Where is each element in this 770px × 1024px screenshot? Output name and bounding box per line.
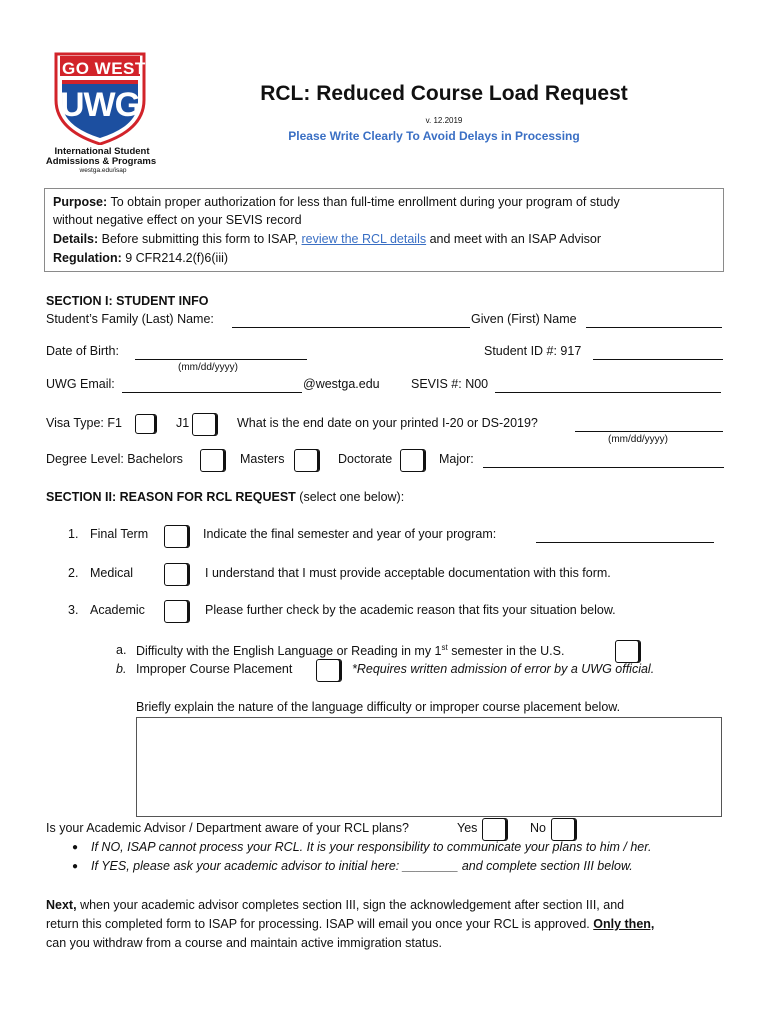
degree-masters-checkbox[interactable] xyxy=(294,449,320,472)
next-line-2 xyxy=(46,917,654,931)
option-2-num: 2. xyxy=(68,566,79,580)
student-id-field[interactable] xyxy=(593,345,723,360)
degree-masters-label: Masters xyxy=(240,452,285,466)
next-line-1-rest: when your academic advisor completes section III, sign the acknowledgement after section III, and xyxy=(80,898,625,912)
logo-line-1: International Student xyxy=(54,146,150,157)
visa-f1-checkbox[interactable] xyxy=(135,414,157,434)
major-label: Major: xyxy=(439,452,474,466)
sub-b-letter: b. xyxy=(116,662,127,676)
bullet-dot: ● xyxy=(72,861,79,872)
option-1-desc: Indicate the final semester and year of your program: xyxy=(203,527,497,541)
given-name-label: Given (First) Name xyxy=(471,312,577,326)
dob-field[interactable] xyxy=(135,345,307,360)
rcl-details-link[interactable]: review the RCL details xyxy=(301,232,427,246)
details-text-before: Before submitting this form to ISAP, xyxy=(101,232,299,246)
major-field[interactable] xyxy=(483,453,724,468)
end-date-hint: (mm/dd/yyyy) xyxy=(608,434,668,445)
degree-doctorate-checkbox[interactable] xyxy=(400,449,426,472)
sevis-field[interactable] xyxy=(495,378,721,393)
next-line-2-text: return this completed form to ISAP for processing. ISAP will email you once your RCL is approved. xyxy=(46,917,590,931)
student-id-label: Student ID #: 917 xyxy=(484,344,582,358)
option-1-num: 1. xyxy=(68,527,79,541)
only-then: Only then, xyxy=(593,917,655,931)
section-2-heading xyxy=(46,490,404,504)
advisor-no-checkbox[interactable] xyxy=(551,818,577,841)
end-date-field[interactable] xyxy=(575,417,723,432)
details-text-after: and meet with an ISAP Advisor xyxy=(429,232,601,246)
advisor-no-label: No xyxy=(530,821,546,835)
option-2-desc: I understand that I must provide acceptable documentation with this form. xyxy=(205,566,611,580)
email-label: UWG Email: xyxy=(46,377,115,391)
version-label: v. 12.2019 xyxy=(425,116,463,125)
section-1-heading: SECTION I: STUDENT INFO xyxy=(46,294,209,308)
academic-checkbox[interactable] xyxy=(164,600,190,623)
medical-checkbox[interactable] xyxy=(164,563,190,586)
sub-a-line xyxy=(136,643,564,658)
sub-a-letter: a. xyxy=(116,643,127,657)
language-difficulty-checkbox[interactable] xyxy=(615,640,641,663)
given-name-field[interactable] xyxy=(586,313,722,328)
dob-label: Date of Birth: xyxy=(46,344,119,358)
details-label: Details: xyxy=(53,232,99,246)
option-3-desc: Please further check by the academic reason that fits your situation below. xyxy=(205,603,616,617)
purpose-line-1 xyxy=(53,195,620,209)
regulation-line xyxy=(53,251,228,265)
email-field[interactable] xyxy=(122,378,302,393)
bullet-yes-text: If YES, please ask your academic advisor to initial here: ________ and complete section III below. xyxy=(91,859,633,873)
sub-b-note: *Requires written admission of error by a UWG official. xyxy=(352,662,655,676)
email-suffix: @westga.edu xyxy=(303,377,380,391)
sub-a-sup: st xyxy=(441,643,448,652)
bullet-dot: ● xyxy=(72,842,79,853)
section-2-heading-bold: SECTION II: REASON FOR RCL REQUEST xyxy=(46,490,296,504)
option-2-label: Medical xyxy=(90,566,134,580)
sub-a-text-2: semester in the U.S. xyxy=(451,644,565,659)
family-name-label: Student’s Family (Last) Name: xyxy=(46,312,214,326)
regulation-label: Regulation: xyxy=(53,251,122,265)
subtitle: Please Write Clearly To Avoid Delays in Processing xyxy=(288,129,580,143)
final-semester-field[interactable] xyxy=(536,528,714,543)
sub-b-text: Improper Course Placement xyxy=(136,662,293,676)
degree-label: Degree Level: Bachelors xyxy=(46,452,183,466)
advisor-question: Is your Academic Advisor / Department aware of your RCL plans? xyxy=(46,821,409,835)
next-bold: Next, xyxy=(46,898,77,912)
logo-uwg: UWG xyxy=(59,86,141,124)
degree-bachelors-checkbox[interactable] xyxy=(200,449,226,472)
explanation-textbox[interactable] xyxy=(136,717,722,817)
improper-placement-checkbox[interactable] xyxy=(316,659,342,682)
purpose-label: Purpose: xyxy=(53,195,108,209)
dob-hint: (mm/dd/yyyy) xyxy=(178,362,238,373)
visa-label: Visa Type: F1 xyxy=(46,416,122,430)
logo-line-2: Admissions & Programs xyxy=(45,156,157,167)
purpose-text-2: without negative effect on your SEVIS record xyxy=(53,213,302,227)
explain-label: Briefly explain the nature of the language difficulty or improper course placement below. xyxy=(136,700,621,714)
final-term-checkbox[interactable] xyxy=(164,525,190,548)
visa-j1-label: J1 xyxy=(176,416,190,430)
advisor-yes-label: Yes xyxy=(457,821,478,835)
page-title: RCL: Reduced Course Load Request xyxy=(260,82,628,105)
logo-line-3: westga.edu/isap xyxy=(79,167,127,174)
advisor-yes-checkbox[interactable] xyxy=(482,818,508,841)
next-line-3: can you withdraw from a course and maintain active immigration status. xyxy=(46,936,443,950)
degree-doctorate-label: Doctorate xyxy=(338,452,393,466)
end-date-question: What is the end date on your printed I-20 or DS-2019? xyxy=(237,416,538,430)
option-3-num: 3. xyxy=(68,603,79,617)
visa-j1-checkbox[interactable] xyxy=(192,413,218,436)
section-2-heading-rest: (select one below): xyxy=(299,490,405,504)
logo-go-west: GO WEST xyxy=(62,59,146,78)
regulation-text: 9 CFR214.2(f)6(iii) xyxy=(125,251,229,265)
details-line xyxy=(53,232,601,246)
next-line-1 xyxy=(46,898,624,912)
sevis-label: SEVIS #: N00 xyxy=(411,377,489,391)
family-name-field[interactable] xyxy=(232,313,470,328)
sub-a-text: Difficulty with the English Language or Reading in my 1 xyxy=(136,644,442,659)
option-1-label: Final Term xyxy=(90,527,149,541)
purpose-text-1: To obtain proper authorization for less than full-time enrollment during your program of study xyxy=(110,195,620,209)
bullet-no-text: If NO, ISAP cannot process your RCL. It is your responsibility to communicate your plans to him / her. xyxy=(91,840,652,854)
option-3-label: Academic xyxy=(90,603,145,617)
